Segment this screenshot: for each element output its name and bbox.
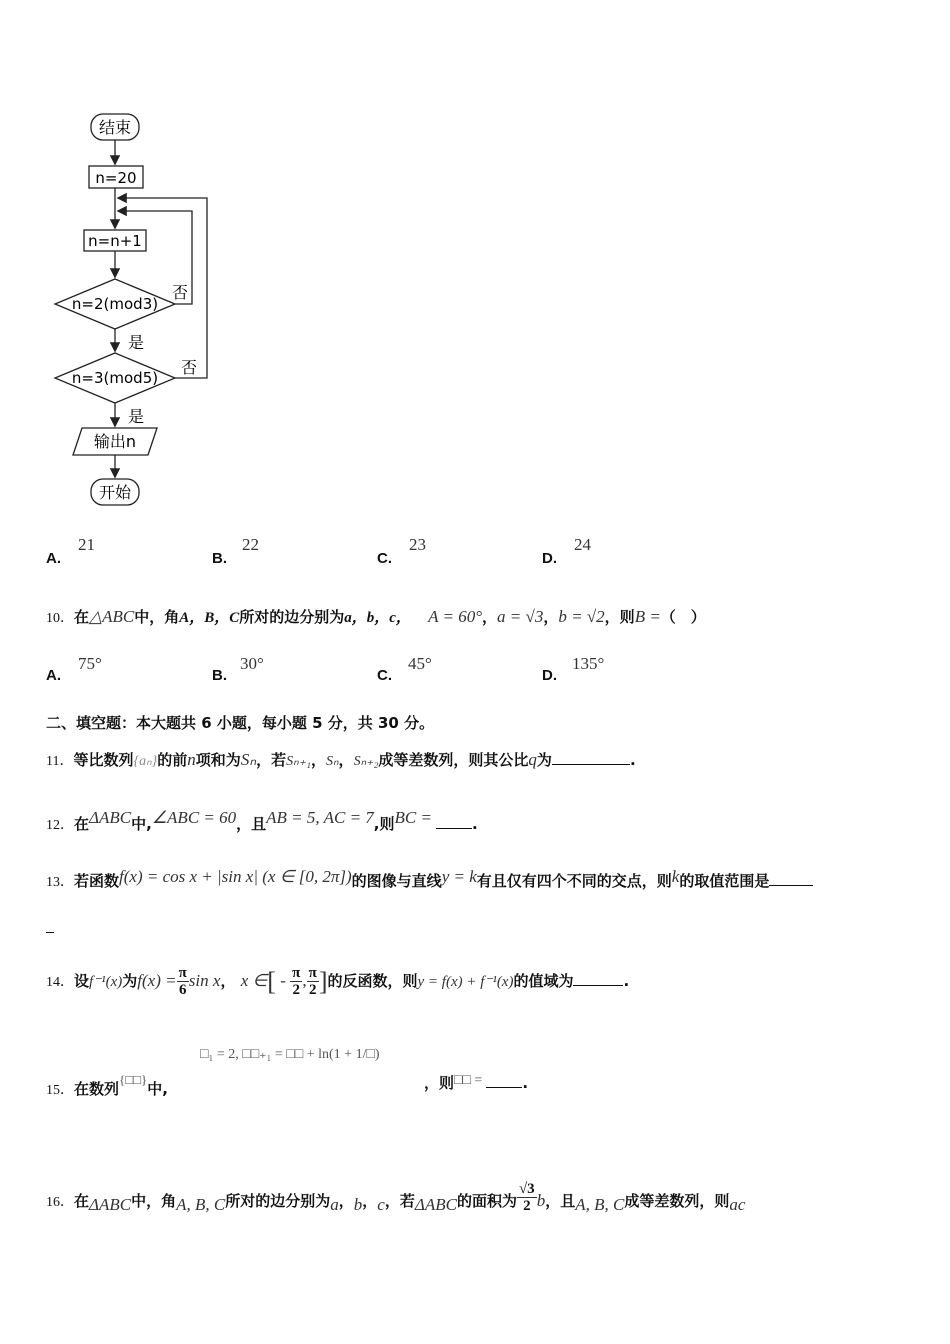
q10-number: 10． (46, 611, 74, 626)
output-label: 输出n (93, 432, 137, 451)
q10-angle-a: A = 60° (428, 607, 483, 626)
q9-option-b-value: 22 (242, 535, 259, 554)
q15-answer-blank (486, 1073, 522, 1088)
q10-option-c-letter: C. (377, 667, 392, 684)
q13-answer-blank (769, 871, 813, 886)
q11-sequence: {aₙ} (133, 754, 158, 769)
q14-number: 14． (46, 975, 74, 990)
q13-number: 13． (46, 875, 74, 890)
cond1-label: n=2(mod3) (71, 295, 159, 313)
q9-option-d-value: 24 (574, 535, 591, 554)
cond2-yes-label: 是 (127, 407, 145, 426)
q14-answer-blank (573, 971, 623, 986)
start-label: 开始 (98, 483, 132, 502)
flowchart (40, 105, 240, 515)
cond1-yes-label: 是 (127, 333, 145, 352)
q10-option-b-value: 30° (240, 654, 264, 673)
question-16: 16．在ΔABC中，角A, B, C所对的边分别为a，b，c，若ΔABC的面积为 $\frac{√3}{2}$ b，且A, B, C成等差数列，则ac (46, 1181, 746, 1214)
q13-answer-blank-continued (46, 932, 54, 933)
end-label: 结束 (98, 118, 132, 137)
q9-option-d-letter: D. (542, 550, 557, 567)
q9-option-c-letter: C. (377, 550, 392, 567)
q15-tail: ，则□□ = . (424, 1073, 529, 1092)
q15-recurrence: □₁ = 2, □□₊₁ = □□ + ln(1 + 1/□) (200, 1047, 380, 1062)
q9-option-a-value: 21 (78, 535, 95, 554)
q13-function: f(x) = cos x + |sin x| (x ∈ [0, 2π]) (119, 867, 352, 886)
question-12: 12．在ΔABC中,∠ABC = 60，且AB = 5, AC = 7,则BC = . (46, 808, 478, 833)
question-11: 11．等比数列{aₙ}的前n项和为Sₙ，若Sₙ₊₁，Sₙ，Sₙ₊₂成等差数列，则其公比q为 . (46, 750, 636, 769)
q9-option-c-value: 23 (409, 535, 426, 554)
question-14: 14．设f⁻¹(x)为f(x) = $\frac{\pi}{6}$ sin x， x ∈[ - $\frac{\pi}{2}$ , $\frac{\pi}{2}$ ]的反函数，则y = f(x) + f⁻¹(x)的值域为 . (46, 965, 630, 998)
section-2-heading: 二、填空题：本大题共 6 小题，每小题 5 分，共 30 分。 (46, 714, 435, 732)
q10-option-c-value: 45° (408, 654, 432, 673)
init-label: n=20 (95, 169, 137, 187)
increment-label: n=n+1 (88, 232, 142, 250)
question-13: 13．若函数f(x) = cos x + |sin x| (x ∈ [0, 2π])的图像与直线y = k有且仅有四个不同的交点，则k的取值范围是 (46, 867, 813, 891)
q11-answer-blank (552, 750, 630, 765)
q11-number: 11． (46, 754, 74, 769)
q9-option-b-letter: B. (212, 550, 227, 567)
q10-option-d-letter: D. (542, 667, 557, 684)
question-10: 10．在△ABC中，角A，B，C所对的边分别为a，b，c， A = 60°，a = √3，b = √2，则B =（ ） (46, 607, 706, 626)
q9-option-a-letter: A. (46, 550, 61, 567)
q10-triangle: △ABC (89, 607, 135, 626)
q10-side-a: a = √3 (497, 607, 544, 626)
q10-option-a-letter: A. (46, 667, 61, 684)
cond2-no-label: 否 (180, 358, 198, 377)
q15-number: 15． (46, 1083, 74, 1098)
q10-angle-b: B = (634, 607, 661, 626)
q12-answer-blank (436, 814, 472, 829)
q10-side-b: b = √2 (558, 607, 605, 626)
q10-option-b-letter: B. (212, 667, 227, 684)
q10-option-a-value: 75° (78, 654, 102, 673)
q10-option-d-value: 135° (572, 654, 605, 673)
q12-number: 12． (46, 818, 74, 833)
question-15: 15．在数列{□□}中, (46, 1072, 168, 1098)
cond2-label: n=3(mod5) (71, 369, 159, 387)
q16-number: 16． (46, 1195, 74, 1210)
cond1-no-label: 否 (171, 283, 189, 302)
